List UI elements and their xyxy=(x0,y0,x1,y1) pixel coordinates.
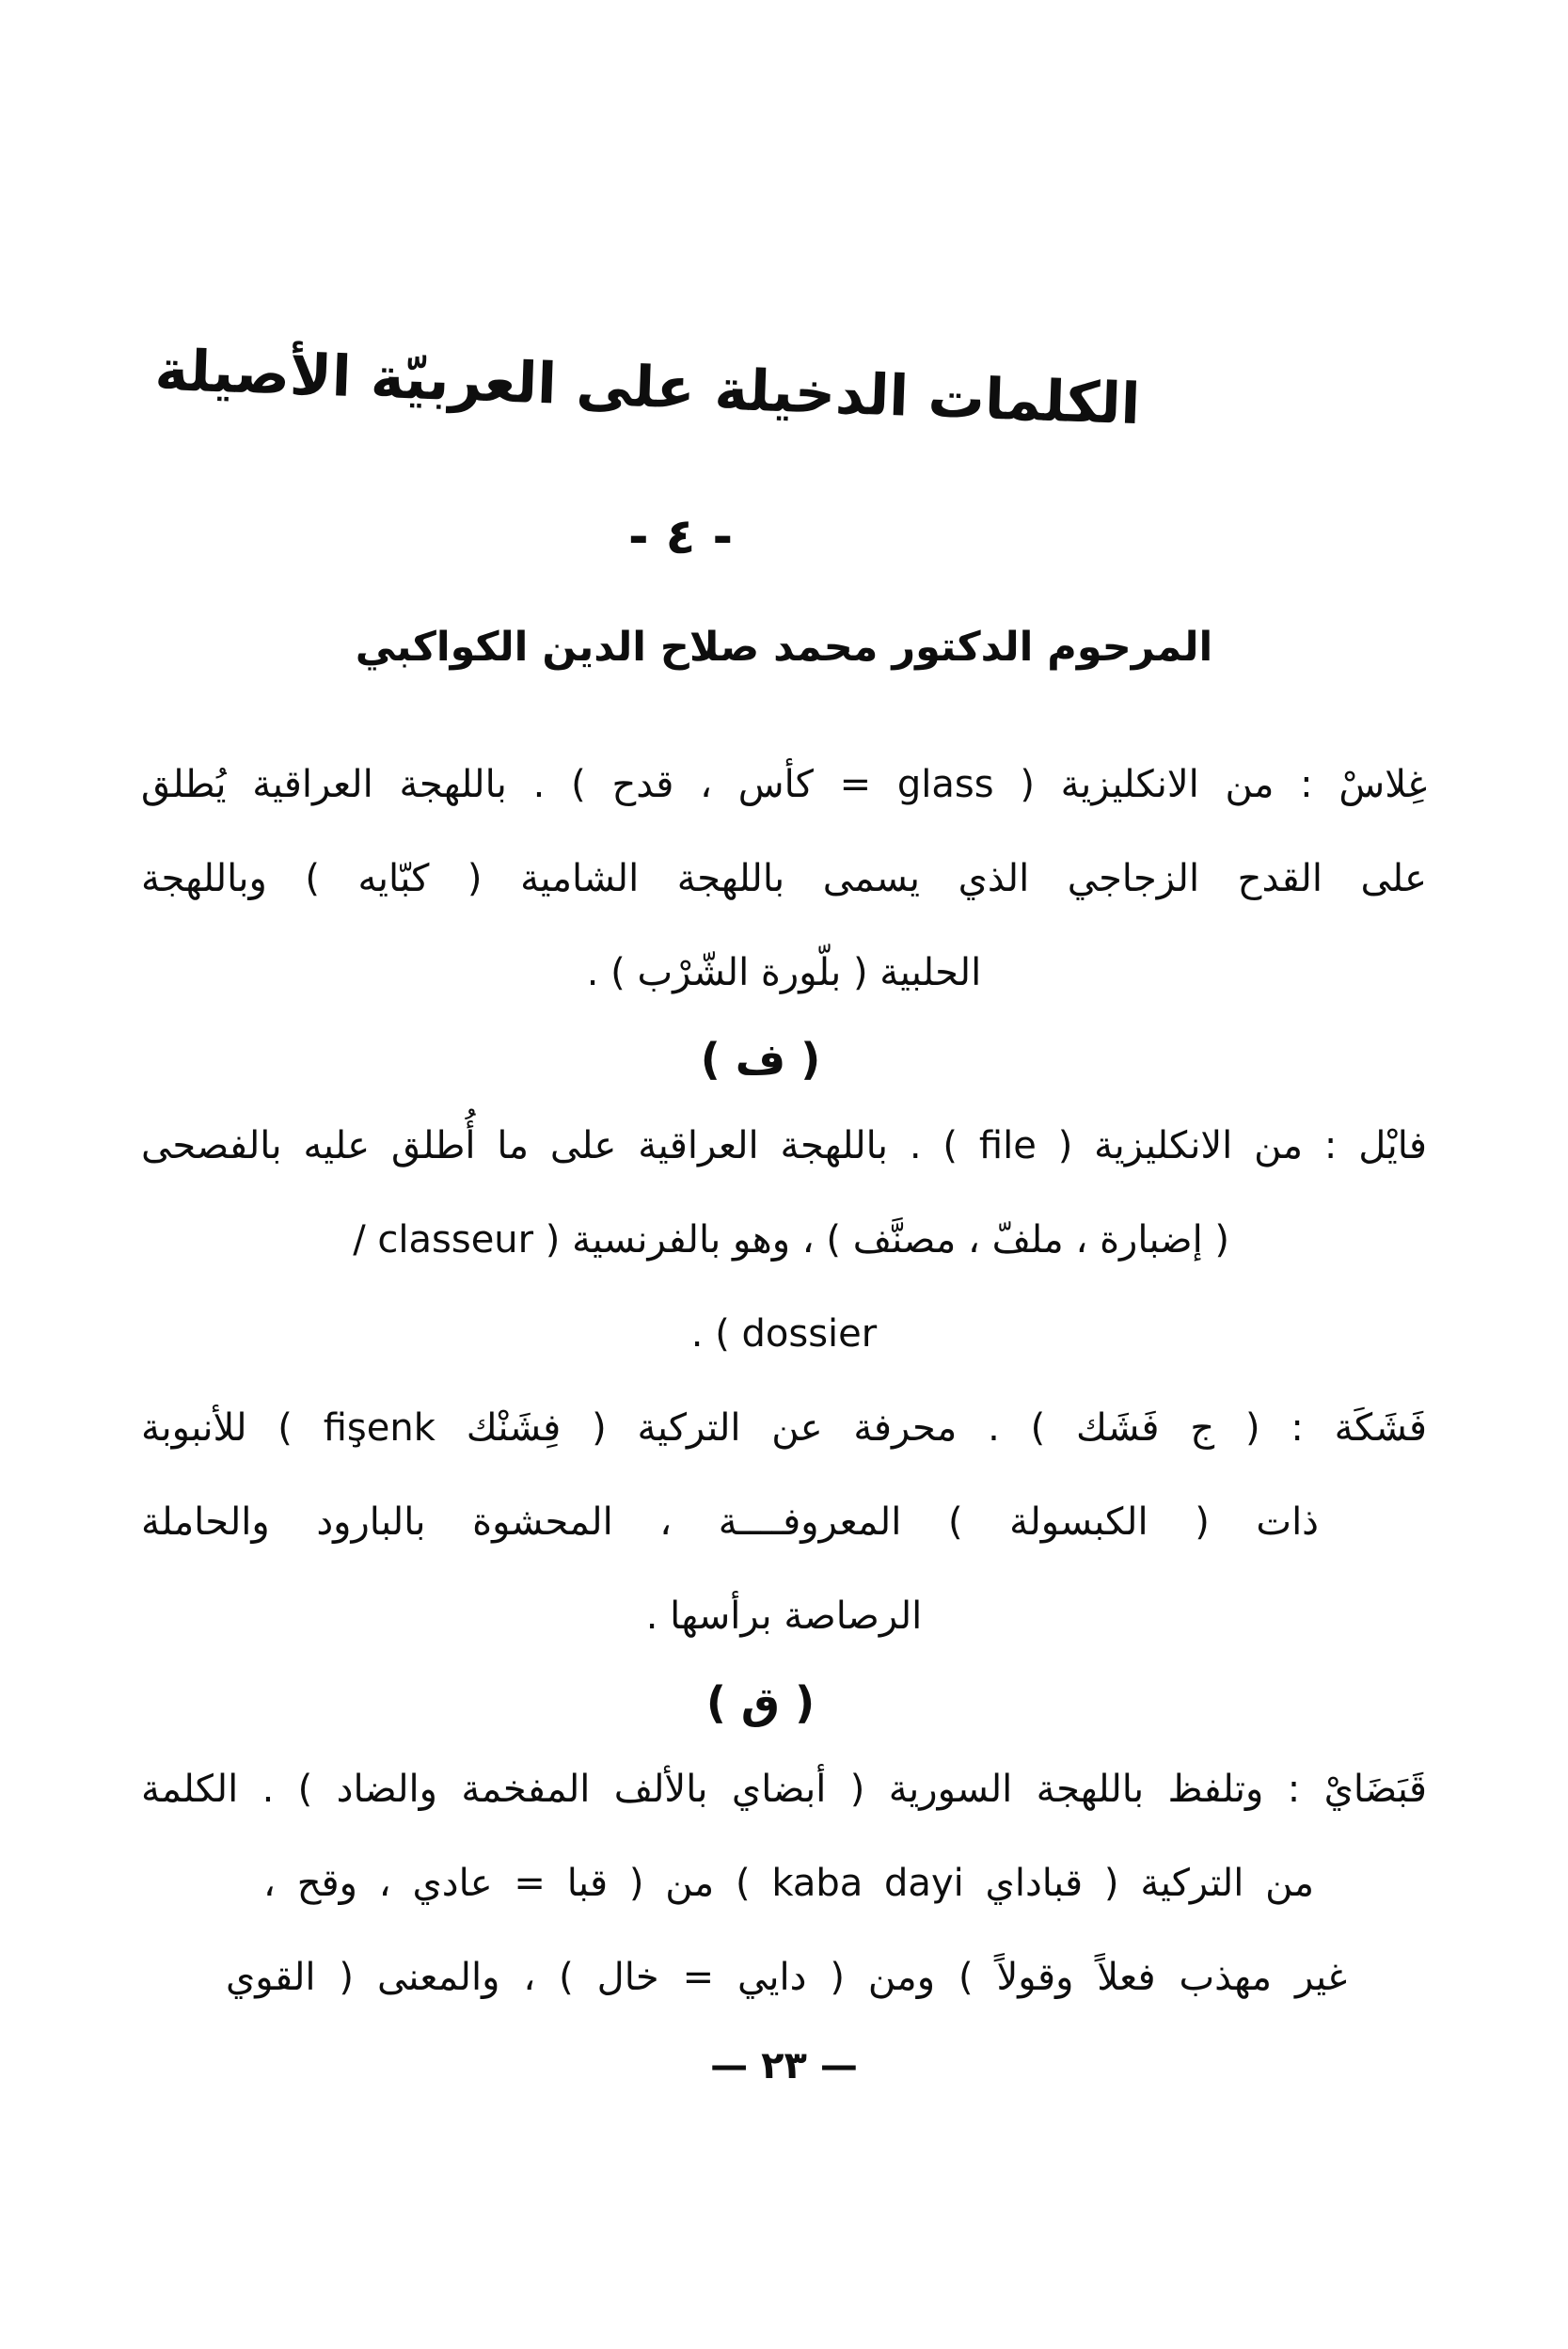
entry-line: ( إضبارة ، ملفّ ، مصنَّف ) ، وهو بالفرنسية ( classeur / xyxy=(353,1218,1229,1262)
entry-line: الحلبية ( بلّورة الشّرْب ) . xyxy=(586,951,982,994)
section-header-fa: ( ف ) xyxy=(700,1034,821,1085)
page-footer xyxy=(141,2041,1427,2090)
entry-fayl xyxy=(141,1099,1427,1381)
entry-line: فايْل : من الانكليزية ( file ) . باللهجة العراقية على ما أُطلق عليه بالفصحى xyxy=(141,1124,1428,1167)
entry-line: فَشَكَة : ( ج فَشَك ) . محرفة عن التركية ( فِشَنْك fişenk ) للأنبوبة xyxy=(141,1406,1427,1450)
page-number: — ٢٣ — xyxy=(710,2044,858,2087)
entry-line: ذات ( الكبسولة ) المعروفــــة ، المحشوة بالبارود والحاملة xyxy=(141,1500,1319,1544)
dictionary-entries xyxy=(0,738,1568,2090)
author-line: المرحوم الدكتور محمد صلاح الدين الكواكبي xyxy=(355,624,1213,671)
entry-line: غِلاسْ : من الانكليزية ( glass = كأس ، قدح ) . باللهجة العراقية يُطلق xyxy=(141,763,1427,806)
entry-line: الرصاصة برأسها . xyxy=(645,1595,923,1638)
issue-number: - ٤ - xyxy=(627,509,734,565)
entry-fashaka xyxy=(141,1381,1427,1663)
entry-ghilas xyxy=(141,738,1427,1020)
entry-line: غير مهذب فعلاً وقولاً ) ومن ( دايي = خال ) ، والمعنى ( القوي xyxy=(226,1956,1347,1999)
page-title-calligraphy: الكلمات الدخيلة على العربيّة الأصيلة xyxy=(153,337,1142,438)
entry-line: قَبَضَايْ : وتلفظ باللهجة السورية ( أبضاي بالألف المفخمة والضاد ) . الكلمة xyxy=(141,1768,1427,1811)
entry-line: من التركية ( قباداي kaba dayi ) من ( قبا = عادي ، وقح ، xyxy=(263,1862,1314,1905)
page-header xyxy=(0,337,1568,674)
entry-line: على القدح الزجاجي الذي يسمى باللهجة الشامية ( كبّايه ) وباللهجة xyxy=(141,857,1427,900)
entry-qabadayi xyxy=(141,1742,1427,2024)
section-header-qaf: ( ق ) xyxy=(705,1677,816,1728)
entry-line: dossier ) . xyxy=(690,1312,878,1356)
